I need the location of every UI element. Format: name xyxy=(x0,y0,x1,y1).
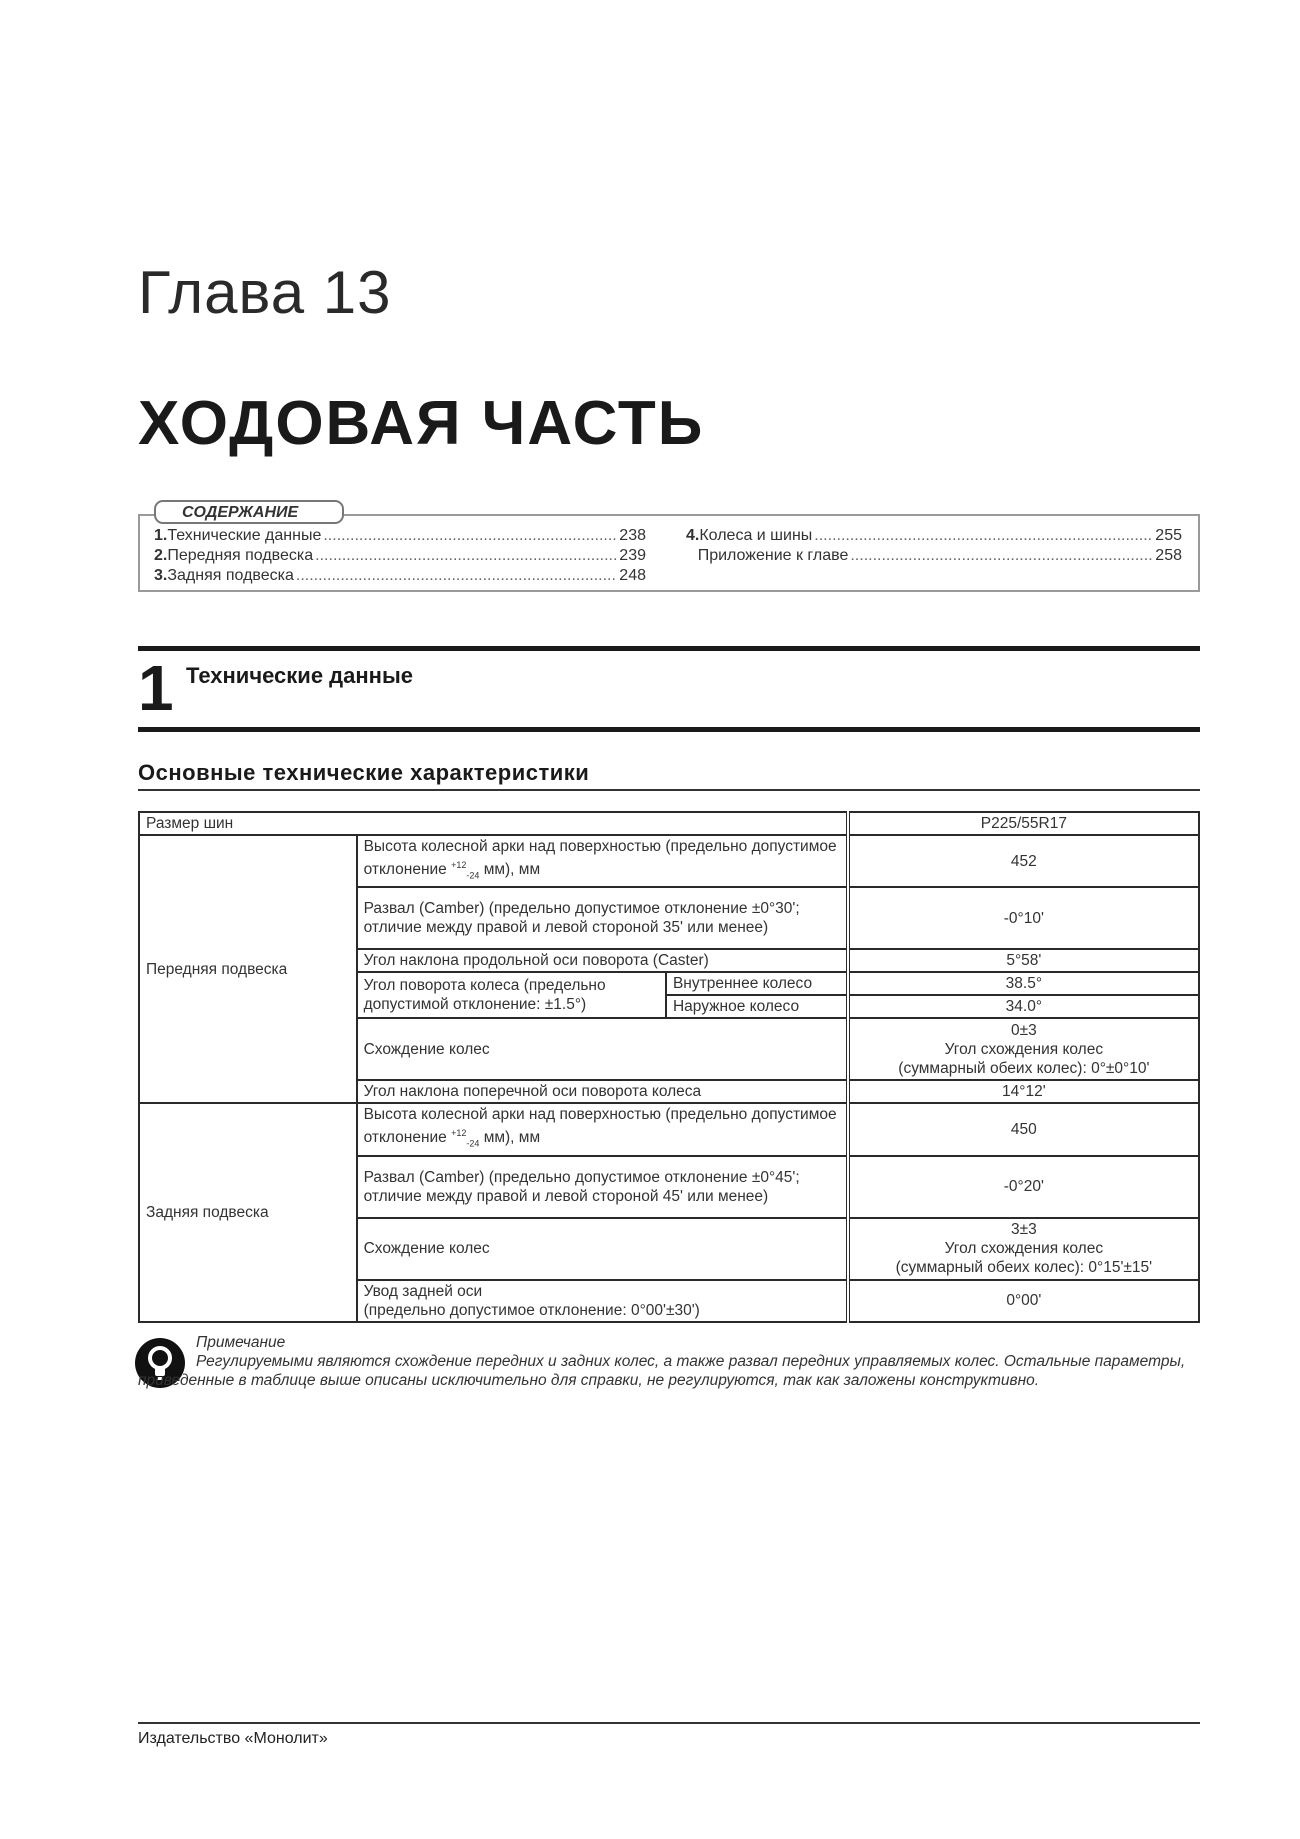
toc-item-page: 238 xyxy=(619,527,646,544)
front-toe-value: 0±3 Угол схождения колес (суммарный обеих колес): 0°±0°10' xyxy=(848,1018,1199,1080)
front-suspension-group: Передняя подвеска xyxy=(139,835,357,1103)
chapter-title: ХОДОВАЯ ЧАСТЬ xyxy=(138,389,705,458)
toc-item-page: 248 xyxy=(619,567,646,584)
toc-leader xyxy=(323,526,617,546)
toc-item-title: Передняя подвеска xyxy=(167,547,314,564)
rear-arch-height-value: 450 xyxy=(848,1103,1199,1155)
toc-heading: СОДЕРЖАНИЕ xyxy=(154,500,344,524)
footer-rule xyxy=(138,1722,1200,1724)
kingpin-value: 14°12' xyxy=(848,1080,1199,1103)
toc-item-title: Технические данные xyxy=(167,527,322,544)
toc-item[interactable] xyxy=(154,526,646,546)
note-label: Примечание xyxy=(196,1334,286,1351)
outer-wheel-value: 34.0° xyxy=(848,995,1199,1018)
spec-table xyxy=(138,811,1200,1323)
tire-size-label: Размер шин xyxy=(139,812,848,835)
toc-item-title: Колеса и шины xyxy=(699,527,813,544)
note-text: Регулируемыми являются схождение передних и задних колес, а также развал передних управляемых колес. Остальные параметры, приведенные в таблице выше описаны исключительно для справки, не регулируются, так как заложены конструктивно. xyxy=(138,1353,1186,1389)
toc-item-title: Задняя подвеска xyxy=(167,567,294,584)
rear-thrust-label: Увод задней оси (предельно допустимое отклонение: 0°00'±30') xyxy=(357,1280,848,1322)
toc-leader xyxy=(315,546,617,566)
table-row xyxy=(139,812,1199,835)
toc-item[interactable] xyxy=(154,566,646,586)
caster-label: Угол наклона продольной оси поворота (Caster) xyxy=(357,949,848,972)
section-title: Технические данные xyxy=(186,663,413,688)
tire-size-value: P225/55R17 xyxy=(848,812,1199,835)
toc-item-number: 3. xyxy=(154,567,168,584)
chapter-label: Глава 13 xyxy=(138,259,392,326)
table-row xyxy=(139,835,1199,887)
inner-wheel-value: 38.5° xyxy=(848,972,1199,995)
toc-item-number: 1. xyxy=(154,527,168,544)
toc-column-right xyxy=(686,526,1182,566)
toc-item[interactable] xyxy=(686,526,1182,546)
caster-value: 5°58' xyxy=(848,949,1199,972)
front-camber-value: -0°10' xyxy=(848,887,1199,949)
section-rule-bottom xyxy=(138,727,1200,732)
kingpin-label: Угол наклона поперечной оси поворота колеса xyxy=(357,1080,848,1103)
toc-item-number xyxy=(686,546,698,566)
toc-item-page: 239 xyxy=(619,547,646,564)
toc-column-left xyxy=(154,526,646,586)
front-arch-height-value: 452 xyxy=(848,835,1199,887)
inner-wheel-label: Внутреннее колесо xyxy=(666,972,848,995)
footer-publisher: Издательство «Монолит» xyxy=(138,1730,328,1747)
rear-toe-label: Схождение колес xyxy=(357,1218,848,1280)
front-camber-label: Развал (Camber) (предельно допустимое отклонение ±0°30'; отличие между правой и левой стороной 35' или менее) xyxy=(357,887,848,949)
toc-item[interactable] xyxy=(154,546,646,566)
rear-arch-height-label: Высота колесной арки над поверхностью (предельно допустимое отклонение $^{+12}_{-24}$ мм), мм xyxy=(357,1103,848,1155)
subsection-title: Основные технические характеристики xyxy=(138,760,590,785)
rear-camber-value: -0°20' xyxy=(848,1156,1199,1218)
table-of-contents xyxy=(138,504,1200,592)
steer-angle-label: Угол поворота колеса (предельно допустимой отклонение: ±1.5°) xyxy=(357,972,666,1018)
front-toe-label: Схождение колес xyxy=(357,1018,848,1080)
rear-suspension-group: Задняя подвеска xyxy=(139,1103,357,1321)
toc-leader xyxy=(814,526,1153,546)
front-arch-height-label: Высота колесной арки над поверхностью (предельно допустимое отклонение $^{+12}_{-24}$ мм), мм xyxy=(357,835,848,887)
toc-leader xyxy=(296,566,617,586)
rear-thrust-value: 0°00' xyxy=(848,1280,1199,1322)
toc-leader xyxy=(850,546,1153,566)
rear-toe-value: 3±3 Угол схождения колес (суммарный обеих колес): 0°15'±15' xyxy=(848,1218,1199,1280)
toc-item[interactable] xyxy=(686,546,1182,566)
rear-camber-label: Развал (Camber) (предельно допустимое отклонение ±0°45'; отличие между правой и левой стороной 45' или менее) xyxy=(357,1156,848,1218)
toc-item-page: 258 xyxy=(1155,547,1182,564)
toc-item-number: 4. xyxy=(686,527,700,544)
toc-item-page: 255 xyxy=(1155,527,1182,544)
table-row xyxy=(139,1103,1199,1155)
subsection-rule xyxy=(138,789,1200,791)
section-number: 1 xyxy=(138,652,174,724)
toc-item-number: 2. xyxy=(154,547,168,564)
toc-item-title: Приложение к главе xyxy=(697,547,849,564)
outer-wheel-label: Наружное колесо xyxy=(666,995,848,1018)
section-rule-top xyxy=(138,646,1200,651)
